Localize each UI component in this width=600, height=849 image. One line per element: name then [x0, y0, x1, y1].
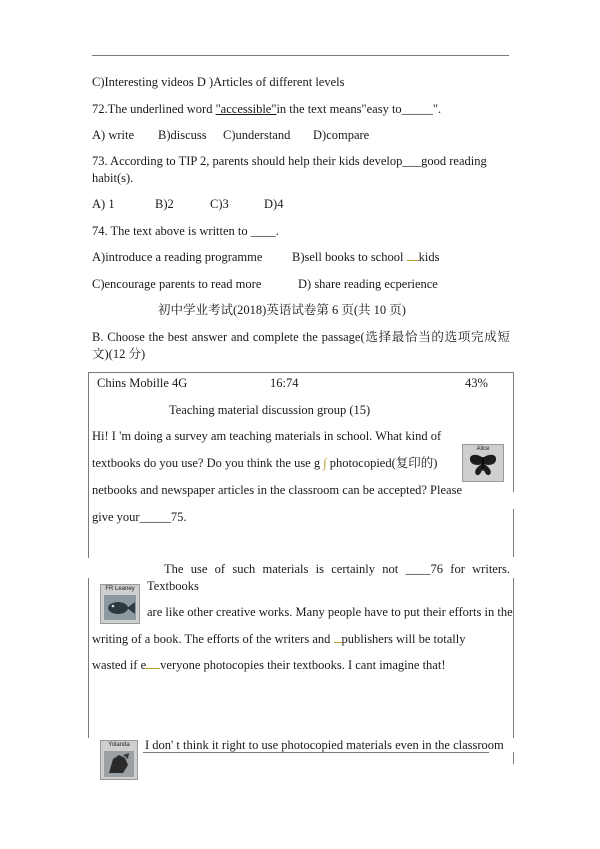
- butterfly-icon: [463, 445, 503, 481]
- phone-frame-right-3: [513, 578, 514, 738]
- post2-line4-after: publishers will be totally: [341, 632, 466, 646]
- avatar-yolanda-label: Yolanda: [108, 742, 130, 748]
- post2-line1: [164, 561, 510, 577]
- header-rule: [92, 55, 509, 56]
- post2-line2: Textbooks: [147, 579, 199, 593]
- q72-option-c: C)understand: [223, 128, 291, 142]
- q73-blank: ___: [402, 154, 422, 168]
- q72-end: ".: [432, 102, 442, 116]
- q72-stem: [92, 101, 441, 117]
- phone-frame-right-1: [513, 372, 514, 492]
- q74-stem: [92, 223, 279, 239]
- post1-line2-before: textbooks do you use? Do you think the use g: [92, 456, 321, 470]
- post1-line2-mark: ∫: [323, 456, 327, 470]
- q72-stem-before: 72.The underlined word: [92, 102, 216, 116]
- post2-line5-before: wasted if e: [92, 658, 147, 672]
- phone-frame-right-2: [513, 509, 514, 557]
- phone-frame-top: [88, 372, 514, 373]
- post2-line5-mark: [146, 658, 160, 669]
- q74-option-b-before: B)sell books to school: [292, 250, 404, 264]
- post2-blank-76: ____: [405, 562, 431, 576]
- q73-stem-line1: [92, 153, 510, 169]
- avatar-alice: [462, 444, 504, 482]
- phone-frame-left-2: [88, 578, 89, 738]
- post2-line4-mark: [334, 632, 342, 643]
- post1-line4: [92, 509, 186, 525]
- q72-option-a: A) write: [92, 128, 134, 142]
- q73-option-c: C)3: [210, 197, 229, 211]
- post1-line1: Hi! I 'm doing a survey am teaching materials in school. What kind of: [92, 429, 442, 443]
- q73-stem-after: good reading: [421, 154, 487, 168]
- q72-underlined-word: "accessible": [215, 102, 277, 116]
- post1-line4-before: give your: [92, 510, 140, 524]
- phone-frame-left-1: [88, 372, 89, 558]
- q72-option-d: D)compare: [313, 128, 370, 142]
- q73-stem-before: 73. According to TIP 2, parents should help their kids develop: [92, 154, 403, 168]
- post2-line5: [92, 657, 446, 673]
- post2-line1-after: for writers.: [450, 562, 510, 576]
- q72-blank: _____: [401, 102, 433, 116]
- q74-option-b-after: kids: [418, 250, 440, 264]
- q74-option-a: A)introduce a reading programme: [92, 250, 263, 264]
- q72-stem-after: in the text means"easy to: [276, 102, 402, 116]
- q73-option-a: A) 1: [92, 197, 115, 211]
- page-footer: 初中学业考试(2018)英语试卷第 6 页(共 10 页): [158, 303, 406, 317]
- status-time: 16:74: [270, 376, 299, 390]
- group-title: Teaching material discussion group (15): [169, 403, 371, 417]
- status-carrier: Chins Mobille 4G: [97, 376, 188, 390]
- q74-stem-text: 74. The text above is written to: [92, 224, 248, 238]
- fish-icon: [101, 585, 139, 623]
- post2-blank-76-num: 76: [430, 562, 444, 576]
- q74-option-b-mark: [407, 250, 419, 261]
- status-battery: 43%: [465, 376, 488, 390]
- q73-option-d: D)4: [264, 197, 284, 211]
- q71-option-cd: C)Interesting videos D )Articles of different levels: [92, 75, 345, 89]
- q74-option-c: C)encourage parents to read more: [92, 277, 262, 291]
- q73-option-b: B)2: [155, 197, 174, 211]
- section-b-instruction-line2: 文)(12 分): [92, 347, 146, 361]
- post1-line2: [92, 455, 437, 471]
- post2-line1-before: The use of such materials is certainly not: [164, 562, 399, 576]
- q74-option-d: D) share reading ecperience: [298, 277, 438, 291]
- post1-line3: netbooks and newspaper articles in the classroom can be accepted? Please: [92, 483, 462, 497]
- post1-line2-after: photocopied(复印的): [329, 456, 438, 470]
- post1-line4-after: 75.: [170, 510, 187, 524]
- post2-line3: are like other creative works. Many people have to put their efforts in the: [147, 605, 513, 619]
- post2-line4: [92, 631, 465, 647]
- q72-option-b: B)discuss: [158, 128, 207, 142]
- post2-line5-after: veryone photocopies their textbooks. I cant imagine that!: [160, 658, 446, 672]
- avatar-fr-leaney-label: FR Leaney: [105, 586, 135, 592]
- q74-option-b: [292, 249, 439, 265]
- avatar-yolanda: [100, 740, 138, 780]
- post3-line1: I don' t think it right to use photocopied materials even in the classroom: [145, 738, 504, 752]
- post1-blank-75: _____: [139, 510, 171, 524]
- phone-frame-right-4: [513, 752, 514, 764]
- q73-stem-line2: habit(s).: [92, 171, 134, 185]
- section-b-instruction-line1: B. Choose the best answer and complete the passage(选择最恰当的选项完成短: [92, 330, 510, 344]
- animal-icon: [101, 741, 137, 779]
- post2-line4-before: writing of a book. The efforts of the writers and: [92, 632, 331, 646]
- avatar-alice-label: Alice: [476, 446, 490, 452]
- avatar-fr-leaney: [100, 584, 140, 624]
- q74-blank: ____.: [250, 224, 279, 238]
